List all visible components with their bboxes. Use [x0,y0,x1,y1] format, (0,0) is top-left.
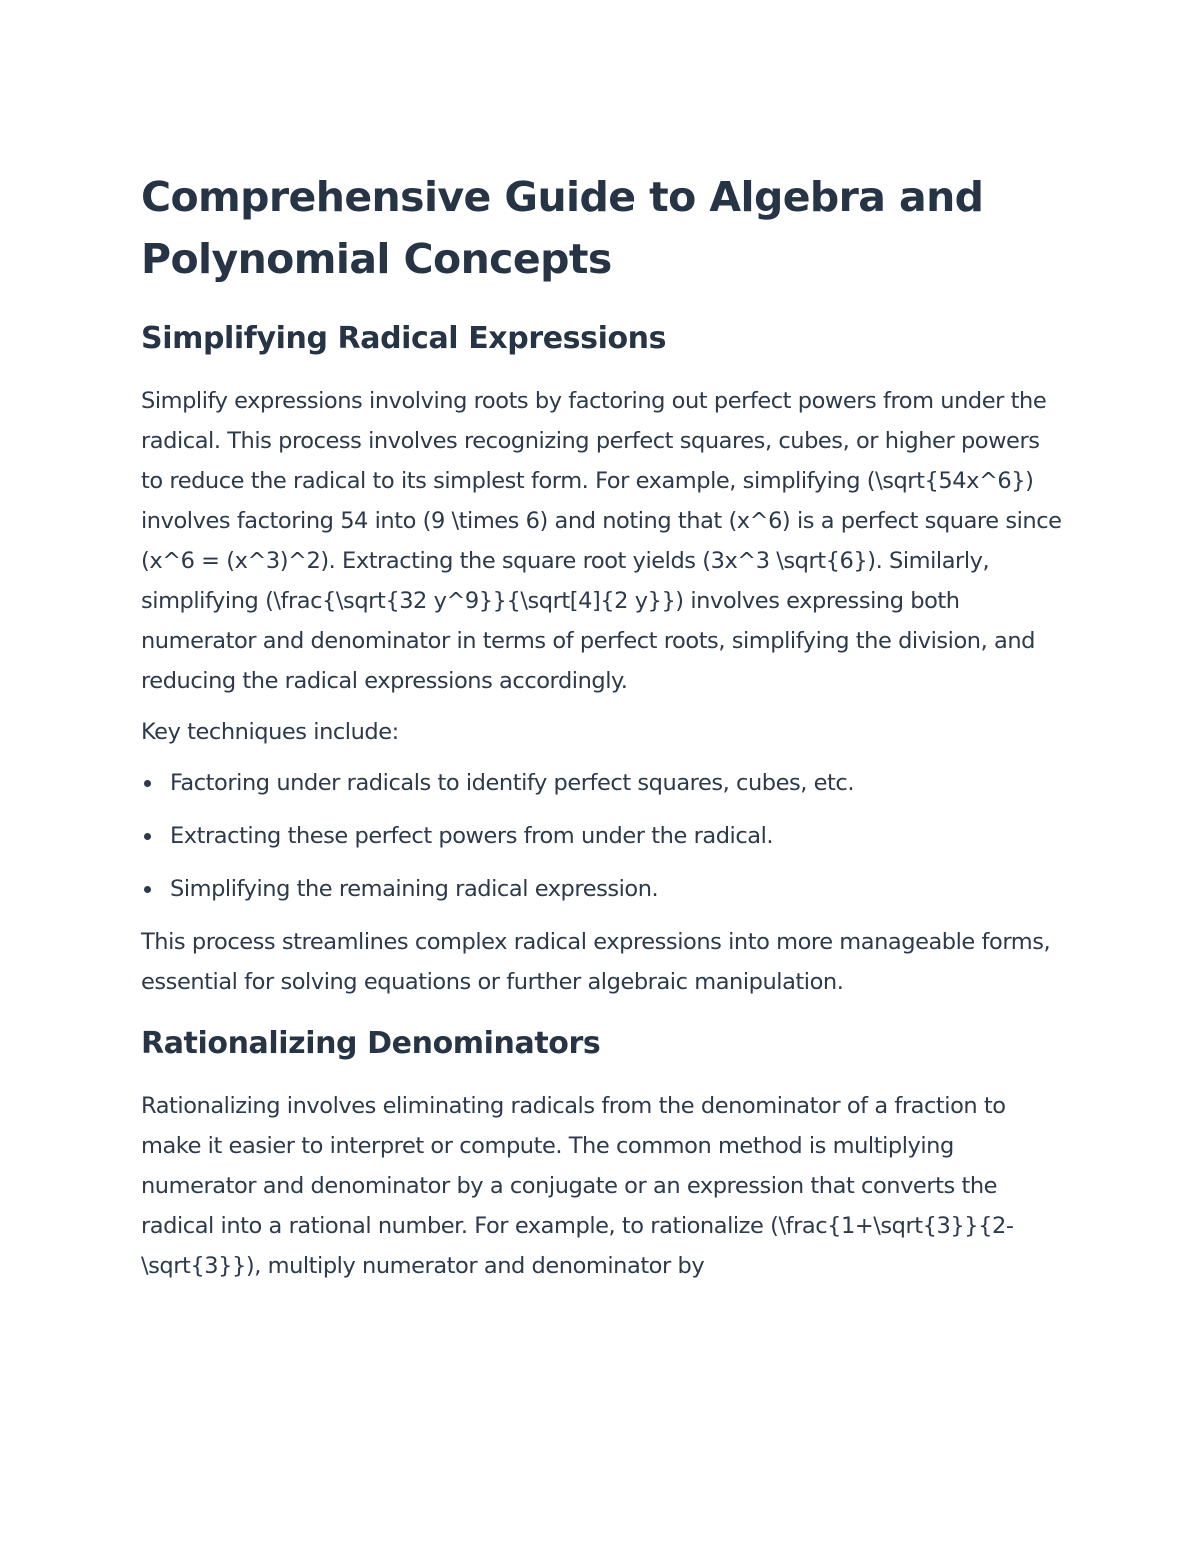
document-page [141,166,1066,1297]
section-rationalizing-denominators [141,1024,1066,1286]
body-paragraph: Simplify expressions involving roots by factoring out perfect powers from under the radical. This process involves recognizing perfect squares, cubes, or higher powers to reduce the radical to its simplest form. For example, simplifying (\sqrt{54x^6}) involves factoring 54 into (9 \times 6) and noting that (x^6) is a perfect square since (x^6 = (x^3)^2). Extracting the square root yields (3x^3 \sqrt{6}). Similarly, simplifying (\frac{\sqrt{32 y^9}}{\sqrt[4]{2 y}}) involves expressing both numerator and denominator in terms of perfect roots, simplifying the division, and reducing the radical expressions accordingly. [141,388,1062,694]
body-paragraph: This process streamlines complex radical expressions into more manageable forms, essential for solving equations or further algebraic manipulation. [141,929,1051,995]
bullet-list [141,763,1066,909]
section-heading: Rationalizing Denominators [141,1026,601,1061]
list-item: Factoring under radicals to identify perfect squares, cubes, etc. [141,763,1066,803]
list-item: Extracting these perfect powers from under the radical. [141,816,1066,856]
section-simplifying-radicals [141,319,1066,1002]
document-title: Comprehensive Guide to Algebra and Polynomial Concepts [141,173,984,283]
body-paragraph: Rationalizing involves eliminating radicals from the denominator of a fraction to make it easier to interpret or compute. The common method is multiplying numerator and denominator by a conjugate or an expression that converts the radical into a rational number. For example, to rationalize (\frac{1+\sqrt{3}}{2-\sqrt{3}}), multiply numerator and denominator by [141,1093,1014,1279]
list-item: Simplifying the remaining radical expression. [141,869,1066,909]
section-heading: Simplifying Radical Expressions [141,321,667,356]
body-paragraph: Key techniques include: [141,719,399,745]
